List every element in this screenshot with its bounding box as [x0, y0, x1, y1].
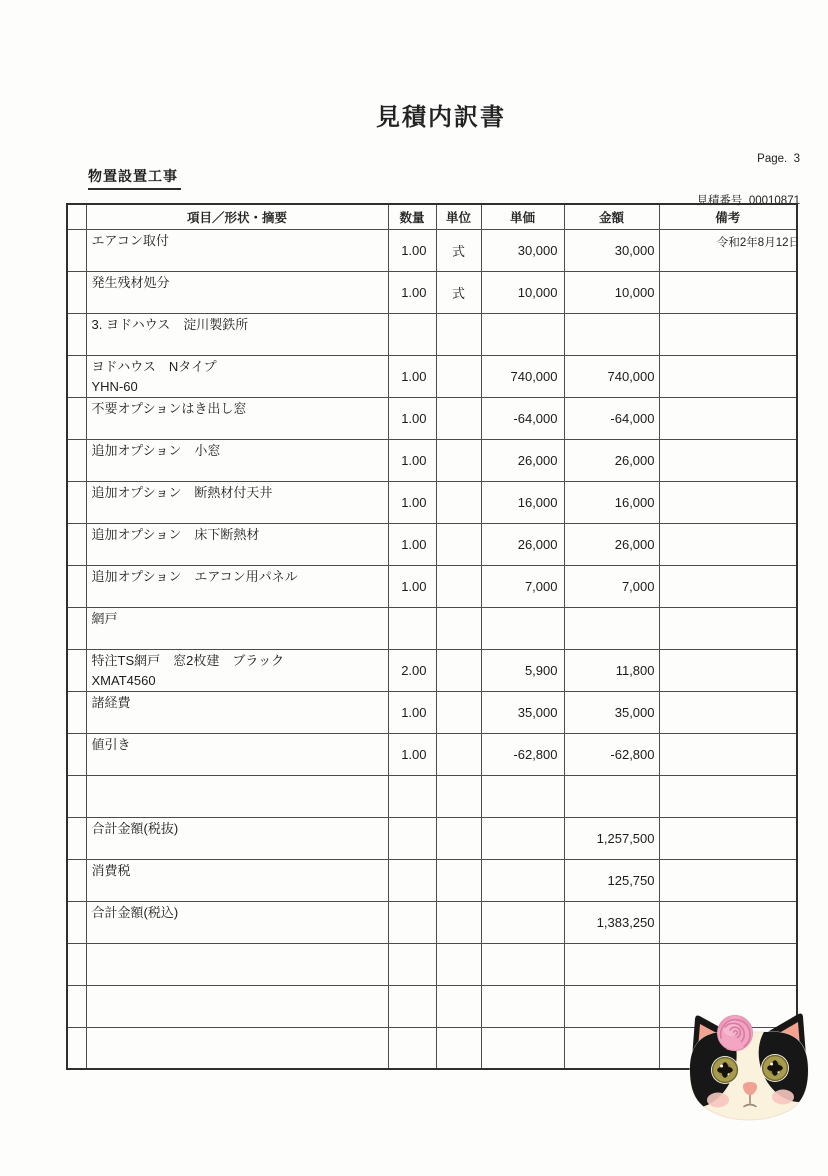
amount-cell — [564, 775, 659, 817]
note-cell — [659, 859, 797, 901]
col-header-amount: 金額 — [564, 204, 659, 229]
amount-cell: 1,257,500 — [564, 817, 659, 859]
item-cell — [86, 901, 388, 943]
unit-price-cell — [481, 313, 564, 355]
item-text: エアコン取付 — [91, 232, 169, 248]
unit-cell — [436, 775, 481, 817]
cat-right-eye — [761, 1054, 789, 1082]
qty-cell: 1.00 — [388, 523, 436, 565]
item-text: 追加オプション 小窓 — [91, 442, 221, 458]
unit-cell — [436, 943, 481, 985]
unit-price-cell — [481, 985, 564, 1027]
item-cell — [86, 943, 388, 985]
item-model-text: YHN-60 — [91, 378, 138, 394]
cat-left-eye — [711, 1056, 739, 1084]
item-cell — [86, 733, 388, 775]
document-title: 見積内訳書 — [376, 104, 506, 131]
qty-cell — [388, 775, 436, 817]
item-text: 合計金額(税込) — [91, 904, 179, 920]
unit-price-cell: 7,000 — [481, 565, 564, 607]
item-cell — [86, 439, 388, 481]
row-margin-cell — [67, 943, 86, 985]
unit-cell — [436, 733, 481, 775]
unit-price-cell: 26,000 — [481, 439, 564, 481]
row-margin-cell — [67, 649, 86, 691]
item-cell — [86, 313, 388, 355]
unit-cell — [436, 565, 481, 607]
item-cell — [86, 229, 388, 271]
amount-cell: 11,800 — [564, 649, 659, 691]
unit-cell — [436, 355, 481, 397]
qty-cell: 1.00 — [388, 439, 436, 481]
row-margin-cell — [67, 271, 86, 313]
amount-cell: 7,000 — [564, 565, 659, 607]
table-row — [67, 355, 797, 397]
qty-cell: 1.00 — [388, 397, 436, 439]
table-row — [67, 733, 797, 775]
qty-cell: 1.00 — [388, 691, 436, 733]
estimate-table — [66, 203, 798, 1070]
cat-right-blush — [772, 1090, 794, 1105]
section-heading: 物置設置工事 — [88, 166, 181, 190]
note-cell — [659, 691, 797, 733]
amount-cell — [564, 607, 659, 649]
col-header-note: 備考 — [659, 204, 797, 229]
unit-price-cell: 5,900 — [481, 649, 564, 691]
amount-cell: -64,000 — [564, 397, 659, 439]
item-cell — [86, 481, 388, 523]
table-row — [67, 901, 797, 943]
row-margin-cell — [67, 901, 86, 943]
amount-cell: -62,800 — [564, 733, 659, 775]
note-cell — [659, 607, 797, 649]
unit-price-cell — [481, 943, 564, 985]
unit-cell — [436, 523, 481, 565]
table-row — [67, 229, 797, 271]
margin-column-header — [67, 204, 86, 229]
note-cell — [659, 523, 797, 565]
qty-cell — [388, 607, 436, 649]
row-margin-cell — [67, 313, 86, 355]
row-margin-cell — [67, 481, 86, 523]
unit-cell — [436, 691, 481, 733]
unit-cell — [436, 607, 481, 649]
note-cell — [659, 271, 797, 313]
item-text: 値引き — [91, 736, 131, 752]
col-header-unit: 単位 — [436, 204, 481, 229]
row-margin-cell — [67, 733, 86, 775]
table-row — [67, 649, 797, 691]
note-cell — [659, 313, 797, 355]
amount-cell: 125,750 — [564, 859, 659, 901]
unit-cell: 式 — [436, 271, 481, 313]
row-margin-cell — [67, 397, 86, 439]
item-cell — [86, 397, 388, 439]
item-text: 合計金額(税抜) — [91, 820, 179, 836]
amount-cell — [564, 985, 659, 1027]
col-header-item: 項目／形状・摘要 — [86, 204, 388, 229]
cat-left-blush — [707, 1093, 729, 1108]
table-row — [67, 523, 797, 565]
table-body — [67, 229, 797, 1069]
unit-cell — [436, 985, 481, 1027]
item-cell — [86, 271, 388, 313]
item-cell — [86, 775, 388, 817]
estimate-date: 令和2年8月12日 — [716, 237, 800, 249]
amount-cell: 10,000 — [564, 271, 659, 313]
item-text: 特注TS網戸 窓2枚建 ブラック — [91, 652, 285, 668]
note-cell — [659, 817, 797, 859]
amount-cell: 26,000 — [564, 439, 659, 481]
amount-cell: 35,000 — [564, 691, 659, 733]
table-header-row — [67, 204, 797, 229]
item-text: 発生残材処分 — [91, 274, 170, 290]
unit-cell — [436, 397, 481, 439]
item-cell — [86, 859, 388, 901]
item-cell — [86, 1027, 388, 1069]
qty-cell — [388, 817, 436, 859]
unit-cell: 式 — [436, 229, 481, 271]
unit-cell — [436, 859, 481, 901]
note-cell — [659, 439, 797, 481]
unit-price-cell: 26,000 — [481, 523, 564, 565]
qty-cell: 1.00 — [388, 271, 436, 313]
unit-cell — [436, 481, 481, 523]
note-cell — [659, 355, 797, 397]
row-margin-cell — [67, 355, 86, 397]
item-cell — [86, 817, 388, 859]
item-text: 追加オプション 断熱材付天井 — [91, 484, 273, 500]
unit-cell — [436, 649, 481, 691]
table-row — [67, 565, 797, 607]
note-cell — [659, 397, 797, 439]
item-text: 網戸 — [91, 610, 118, 626]
qty-cell: 1.00 — [388, 229, 436, 271]
qty-cell — [388, 985, 436, 1027]
table-row — [67, 607, 797, 649]
table-row — [67, 271, 797, 313]
note-cell — [659, 775, 797, 817]
rose-ornament — [718, 1016, 753, 1051]
col-header-qty: 数量 — [388, 204, 436, 229]
qty-cell: 1.00 — [388, 565, 436, 607]
table-row — [67, 691, 797, 733]
qty-cell: 1.00 — [388, 481, 436, 523]
item-cell — [86, 523, 388, 565]
note-cell — [659, 229, 797, 271]
note-cell — [659, 901, 797, 943]
table-row — [67, 775, 797, 817]
unit-price-cell: -62,800 — [481, 733, 564, 775]
item-cell — [86, 355, 388, 397]
unit-price-cell: 10,000 — [481, 271, 564, 313]
amount-cell: 16,000 — [564, 481, 659, 523]
row-margin-cell — [67, 523, 86, 565]
row-margin-cell — [67, 985, 86, 1027]
item-model-text: XMAT4560 — [91, 672, 156, 688]
table-row — [67, 397, 797, 439]
note-cell — [659, 943, 797, 985]
item-text: 諸経費 — [91, 694, 131, 710]
unit-price-cell: 16,000 — [481, 481, 564, 523]
qty-cell: 1.00 — [388, 733, 436, 775]
note-cell — [659, 481, 797, 523]
note-cell — [659, 565, 797, 607]
item-text: 消費税 — [91, 862, 131, 878]
row-margin-cell — [67, 439, 86, 481]
row-margin-cell — [67, 565, 86, 607]
unit-price-cell: 740,000 — [481, 355, 564, 397]
amount-cell: 1,383,250 — [564, 901, 659, 943]
amount-cell — [564, 943, 659, 985]
unit-price-cell — [481, 775, 564, 817]
unit-price-cell — [481, 607, 564, 649]
table-row — [67, 481, 797, 523]
estimate-number: 見積番号 00010871 — [696, 195, 800, 207]
table-row — [67, 313, 797, 355]
item-cell — [86, 565, 388, 607]
cat-face-rose-sticker — [682, 1008, 816, 1122]
unit-price-cell: -64,000 — [481, 397, 564, 439]
item-text: 不要オプションはき出し窓 — [91, 400, 247, 416]
item-text: ヨドハウス Nタイプ — [91, 358, 217, 374]
row-margin-cell — [67, 607, 86, 649]
unit-cell — [436, 817, 481, 859]
unit-price-cell: 30,000 — [481, 229, 564, 271]
row-margin-cell — [67, 817, 86, 859]
note-cell — [659, 649, 797, 691]
item-text: 3. ヨドハウス 淀川製鉄所 — [91, 316, 249, 332]
item-text: 追加オプション 床下断熱材 — [91, 526, 260, 542]
amount-cell — [564, 313, 659, 355]
unit-price-cell — [481, 859, 564, 901]
item-cell — [86, 985, 388, 1027]
row-margin-cell — [67, 229, 86, 271]
row-margin-cell — [67, 691, 86, 733]
unit-cell — [436, 313, 481, 355]
qty-cell — [388, 859, 436, 901]
unit-price-cell: 35,000 — [481, 691, 564, 733]
amount-cell — [564, 1027, 659, 1069]
item-cell — [86, 649, 388, 691]
qty-cell: 1.00 — [388, 355, 436, 397]
item-cell — [86, 607, 388, 649]
table-row — [67, 943, 797, 985]
unit-cell — [436, 439, 481, 481]
page-number: Page. 3 — [757, 153, 800, 165]
row-margin-cell — [67, 775, 86, 817]
table-row — [67, 859, 797, 901]
col-header-unit-price: 単価 — [481, 204, 564, 229]
item-cell — [86, 691, 388, 733]
table-row — [67, 439, 797, 481]
table-row — [67, 817, 797, 859]
unit-price-cell — [481, 1027, 564, 1069]
row-margin-cell — [67, 1027, 86, 1069]
note-cell — [659, 733, 797, 775]
amount-cell: 26,000 — [564, 523, 659, 565]
qty-cell — [388, 313, 436, 355]
row-margin-cell — [67, 859, 86, 901]
qty-cell — [388, 1027, 436, 1069]
qty-cell — [388, 901, 436, 943]
unit-cell — [436, 1027, 481, 1069]
unit-price-cell — [481, 901, 564, 943]
amount-cell: 740,000 — [564, 355, 659, 397]
qty-cell — [388, 943, 436, 985]
amount-cell: 30,000 — [564, 229, 659, 271]
item-text: 追加オプション エアコン用パネル — [91, 568, 298, 584]
qty-cell: 2.00 — [388, 649, 436, 691]
unit-cell — [436, 901, 481, 943]
unit-price-cell — [481, 817, 564, 859]
